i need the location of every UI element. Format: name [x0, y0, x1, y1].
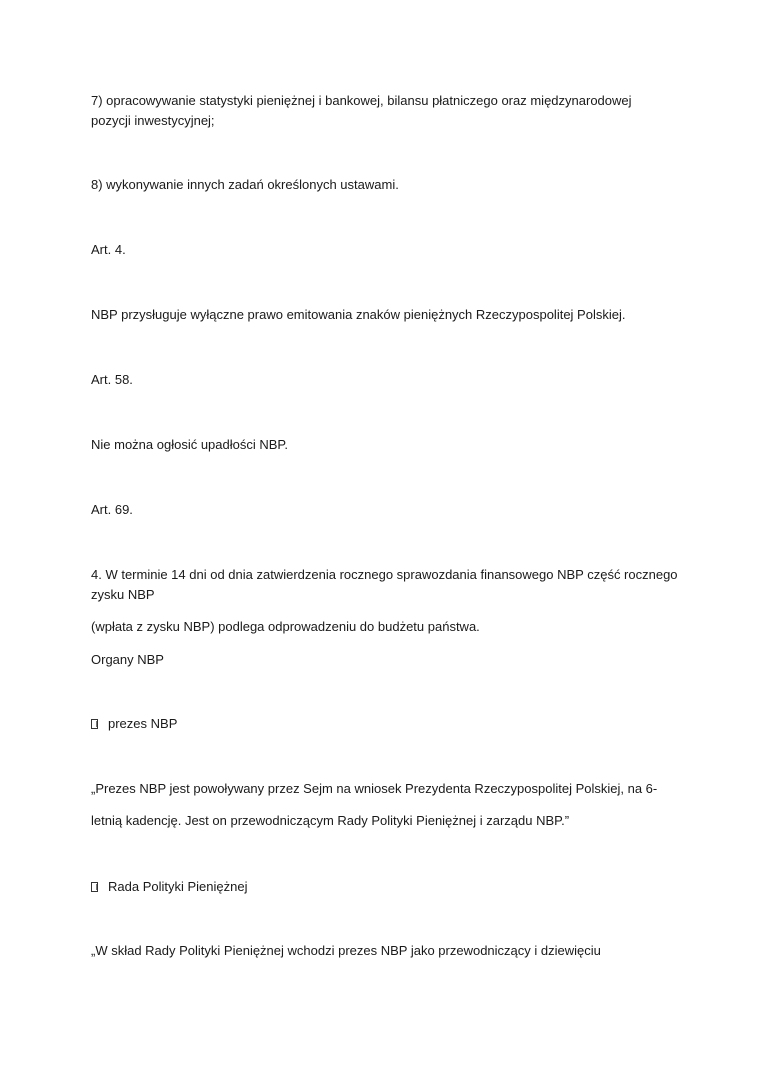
bullet-item-rpp	[91, 877, 247, 897]
paragraph-item-8: 8) wykonywanie innych zadań określonych ustawami.	[91, 177, 399, 192]
article-heading-4: Art. 4.	[91, 242, 126, 257]
bullet-item-label: prezes NBP	[108, 716, 178, 731]
article-heading-58: Art. 58.	[91, 372, 133, 387]
paragraph-item-7-line-2: pozycji inwestycyjnej;	[91, 113, 215, 128]
article-69-line-1: 4. W terminie 14 dni od dnia zatwierdzenia rocznego sprawozdania finansowego NBP część rocznego	[91, 567, 678, 582]
article-58-text: Nie można ogłosić upadłości NBP.	[91, 437, 289, 452]
bullet-glyph-icon	[91, 719, 98, 729]
prezes-quote-line-2: letnią kadencję. Jest on przewodniczącym Rady Polityki Pieniężnej i zarządu NBP.”	[91, 813, 570, 828]
paragraph-item-7-line-1: 7) opracowywanie statystyki pieniężnej i bankowej, bilansu płatniczego oraz międzynarodowej	[91, 93, 632, 108]
prezes-quote-line-1: „Prezes NBP jest powoływany przez Sejm na wniosek Prezydenta Rzeczypospolitej Polskiej, na 6-	[91, 781, 658, 796]
section-heading-organy: Organy NBP	[91, 652, 164, 667]
rpp-quote-line-1: „W skład Rady Polityki Pieniężnej wchodzi prezes NBP jako przewodniczący i dziewięciu	[91, 943, 601, 958]
article-heading-69: Art. 69.	[91, 502, 133, 517]
bullet-glyph-icon	[91, 882, 98, 892]
bullet-item-label: Rada Polityki Pieniężnej	[108, 879, 248, 894]
article-4-text: NBP przysługuje wyłączne prawo emitowania znaków pieniężnych Rzeczypospolitej Polskiej.	[91, 307, 626, 322]
bullet-item-prezes	[91, 714, 177, 734]
article-69-line-3: (wpłata z zysku NBP) podlega odprowadzeniu do budżetu państwa.	[91, 619, 480, 634]
article-69-line-2: zysku NBP	[91, 587, 155, 602]
